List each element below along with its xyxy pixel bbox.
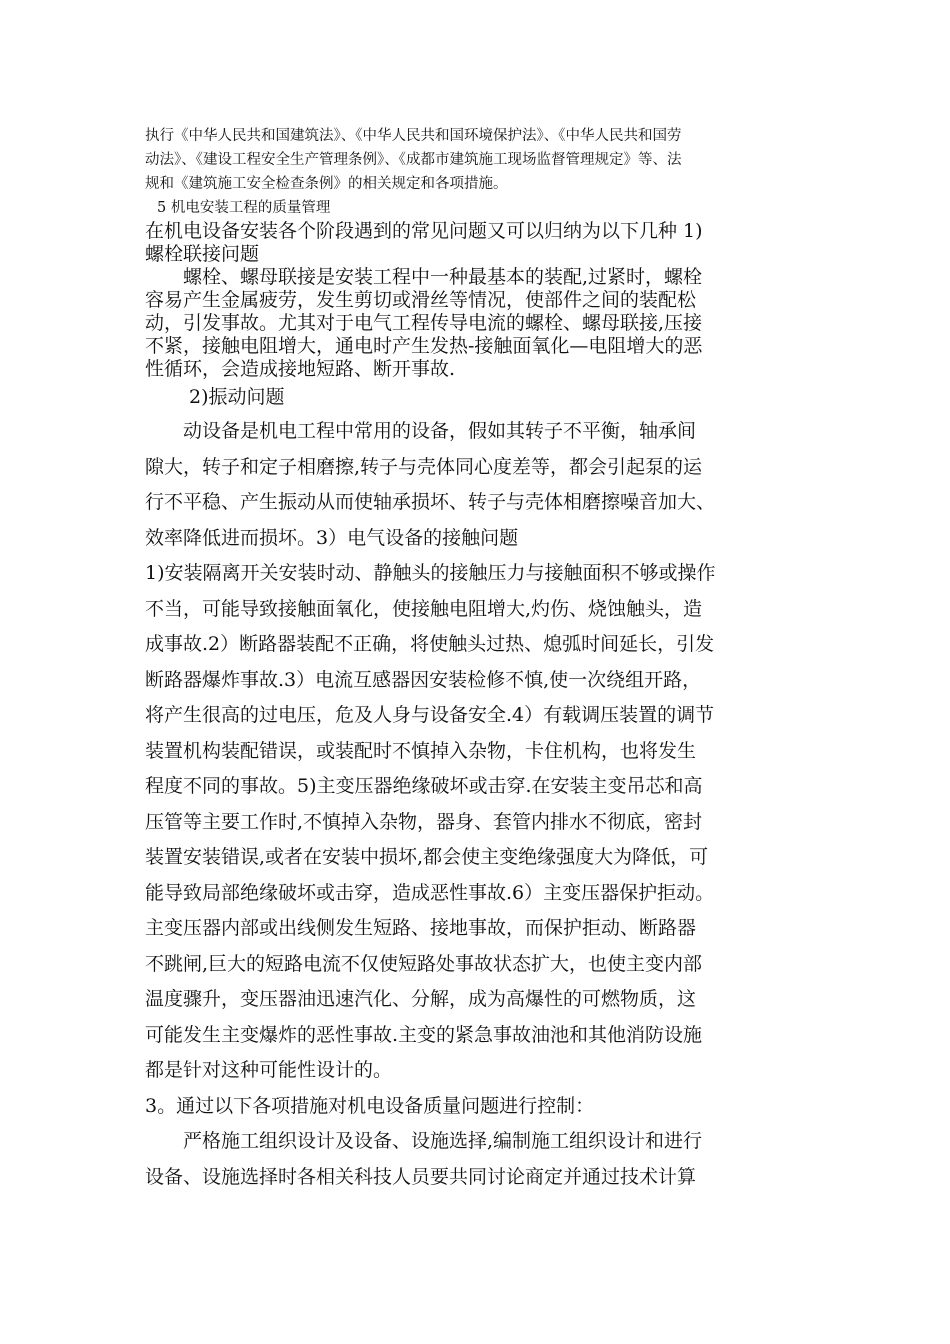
vibration-paragraph: 动设备是机电工程中常用的设备，假如其转子不平衡，轴承间 隙大，转子和定子相磨擦,转子与壳体同心度差等，都会引起泵的运 行不平稳、产生振动从而使轴承损坏、转子与壳体相磨擦噪音加大、 效率降低进而损坏。3）电气设备的接触问题 — [145, 420, 716, 549]
section-heading: 5 机电安装工程的质量管理 — [157, 200, 331, 216]
contact-paragraph: 1)安装隔离开关安装时动、静触头的接触压力与接触面积不够或操作 不当，可能导致接触面氧化，使接触电阻增大,灼伤、烧蚀触头，造 成事故.2）断路器装配不正确，将使触头过热、熄弧时间延长，引发 断路器爆炸事故.3）电流互感器因安装检修不慎,使一次绕组开路， 将产生很高的过电压，危及人身与设备安全.4）有载调压装置的调节 装置机构装配错误，或装配时不慎掉入杂物，卡住机构，也将发生 程度不同的事故。5)主变压器绝缘破坏或击穿.在安装主变吊芯和高 压管等主要工作时,不慎掉入杂物，器身、套管内排水不彻底，密封 装置安装错误,或者在安装中损坏,都会使主变绝缘强度大为降低，可 能导致局部绝缘破坏或击穿，造成恶性事故.6）主变压器保护拒动。 主变压器内部或出线侧发生短路、接地事故，而保护拒动、断路器 不跳闸,巨大的短路电流不仅使短路处事故状态扩大，也使主变内部 温度骤升，变压器油迅速汽化、分解，成为高爆性的可燃物质，这 可能发生主变爆炸的恶性事故.主变的紧急事故油池和其他消防设施 都是针对这种可能性设计的。 — [145, 562, 716, 1081]
vibration-label: 2)振动问题 — [189, 386, 285, 408]
lead-paragraph: 在机电设备安装各个阶段遇到的常见问题又可以归纳为以下几种 1) 螺栓联接问题 — [145, 220, 703, 265]
measures-heading: 3。通过以下各项措施对机电设备质量问题进行控制： — [145, 1094, 595, 1117]
document-page — [145, 0, 815, 1195]
measures-paragraph: 严格施工组织设计及设备、设施选择,编制施工组织设计和进行 设备、设施选择时各相关科技人员要共同讨论商定并通过技术计算 — [145, 1130, 703, 1188]
intro-paragraph: 执行《中华人民共和国建筑法》、《中华人民共和国环境保护法》、《中华人民共和国劳 动法》、《建设工程安全生产管理条例》、《成都市建筑施工现场监督管理规定》等、法 规和《建筑施工安全检查条例》的相关规定和各项措施。 — [145, 128, 682, 192]
bolt-paragraph: 螺栓、螺母联接是安装工程中一种最基本的装配,过紧时，螺栓 容易产生金属疲劳，发生剪切或滑丝等情况，使部件之间的装配松 动，引发事故。尤其对于电气工程传导电流的螺栓、螺母联接,压接 不紧，接触电阻增大，通电时产生发热-接触面氧化—电阻增大的恶 性循环，会造成接地短路、断开事故. — [145, 266, 703, 380]
